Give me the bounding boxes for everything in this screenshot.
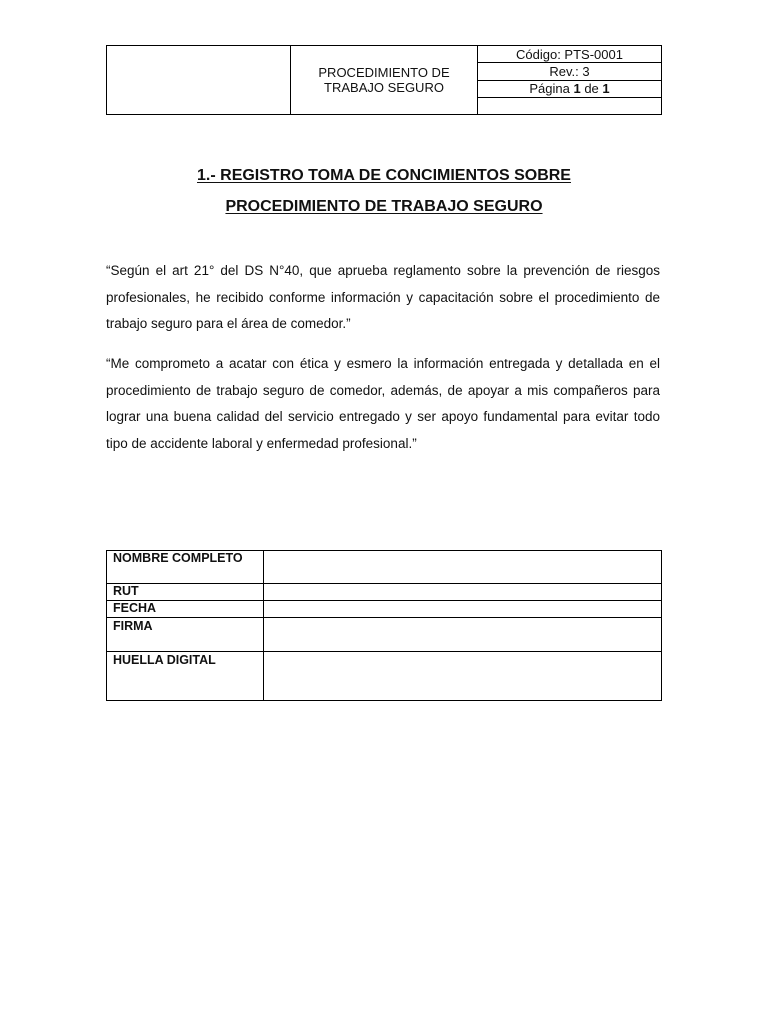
empty-meta-cell — [478, 97, 662, 114]
paragraph-commitment: “Me comprometo a acatar con ética y esmero la información entregada y detallada en el procedimiento de trabajo seguro de comedor, además, de apoyar a mis compañeros para lograr una buena calidad del servicio entregado y ser apoyo fundamental para evitar todo tipo de accidente laboral y enfermedad profesional.” — [106, 356, 660, 452]
page-separator: de — [580, 81, 603, 97]
fecha-label: FECHA — [107, 601, 264, 618]
document-title-line2: TRABAJO SEGURO — [324, 80, 444, 95]
rut-label: RUT — [107, 584, 264, 601]
section-heading-line1: 1.- REGISTRO TOMA DE CONCIMIENTOS SOBRE — [197, 167, 571, 184]
huella-field[interactable] — [264, 652, 662, 701]
form-row-firma — [107, 618, 662, 652]
document-code: Código: PTS-0001 — [478, 46, 662, 63]
form-row-huella — [107, 652, 662, 701]
page-current: 1 — [573, 81, 581, 97]
form-row-fecha — [107, 601, 662, 618]
form-row-rut — [107, 584, 662, 601]
paragraph-regulation: “Según el art 21° del DS N°40, que aprueba reglamento sobre la prevención de riesgos profesionales, he recibido conforme información y capacitación sobre el procedimiento de trabajo seguro para el área de comedor.” — [106, 263, 660, 332]
firma-label: FIRMA — [107, 618, 264, 652]
form-row-nombre — [107, 551, 662, 584]
document-header-table — [106, 45, 662, 115]
document-title — [291, 46, 478, 115]
logo-cell — [107, 46, 291, 115]
rut-field[interactable] — [264, 584, 662, 601]
document-revision: Rev.: 3 — [478, 63, 662, 80]
page-number — [478, 80, 662, 97]
nombre-field[interactable] — [264, 551, 662, 584]
nombre-label: NOMBRE COMPLETO — [107, 551, 264, 584]
huella-label: HUELLA DIGITAL — [107, 652, 264, 701]
section-heading-line2: PROCEDIMIENTO DE TRABAJO SEGURO — [225, 198, 543, 215]
fecha-field[interactable] — [264, 601, 662, 618]
firma-field[interactable] — [264, 618, 662, 652]
page-total: 1 — [602, 81, 610, 97]
registration-form-table — [106, 550, 662, 701]
document-title-line1: PROCEDIMIENTO DE — [318, 65, 450, 80]
section-heading — [0, 160, 768, 222]
page-prefix: Página — [529, 81, 574, 97]
